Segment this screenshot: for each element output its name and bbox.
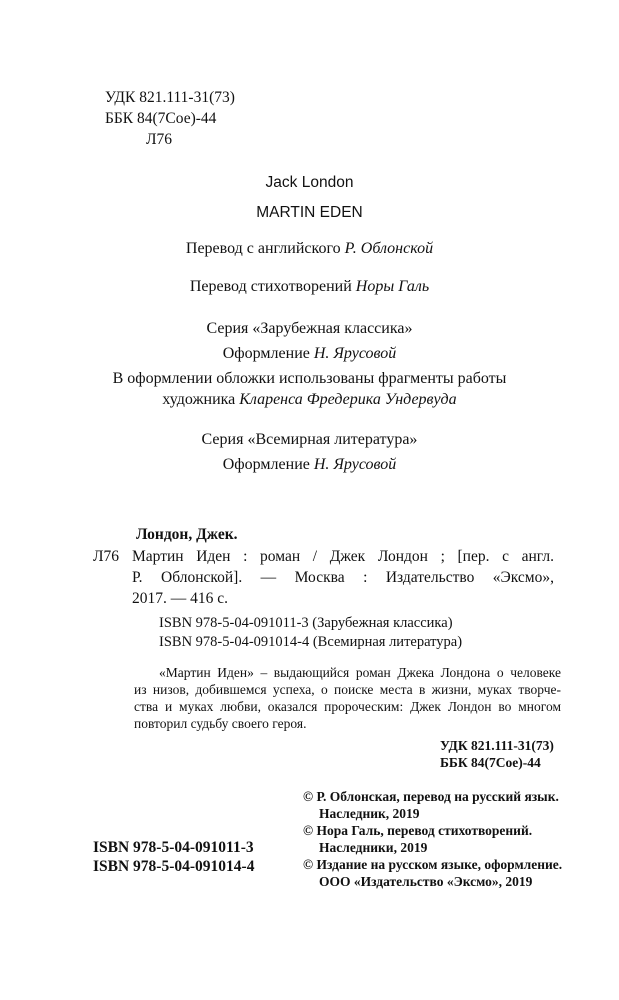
annotation-line1: «Мартин Иден» – выдающийся роман Джека Лондона о человеке bbox=[159, 665, 561, 680]
design2-name: Н. Ярусовой bbox=[313, 456, 397, 473]
copyright-line4: Наследники, 2019 bbox=[319, 840, 428, 855]
catalog-heading: Лондон, Джек. bbox=[136, 526, 238, 543]
copyright-line5: © Издание на русском языке, оформление. bbox=[303, 857, 563, 872]
cover-artist-name: Кларенса Фредерика Ундервуда bbox=[239, 391, 457, 408]
translation-label: Перевод с английского bbox=[185, 240, 341, 257]
cover-artist-label: художника bbox=[162, 391, 236, 408]
isbn-bottom-2: ISBN 978-5-04-091014-4 bbox=[93, 858, 255, 875]
catalog-line3: 2017. — 416 с. bbox=[132, 590, 229, 607]
annotation-udk: УДК 821.111-31(73) bbox=[440, 738, 554, 753]
catalog-mark: Л76 bbox=[93, 548, 120, 565]
bbk-code: ББК 84(7Сое)-44 bbox=[105, 110, 217, 127]
catalog-line2: Р. Облонской]. — Москва : Издательство «Эксмо», bbox=[132, 569, 554, 586]
annotation-bbk: ББК 84(7Сое)-44 bbox=[440, 755, 541, 770]
translation-credit bbox=[0, 238, 619, 259]
udk-code: УДК 821.111-31(73) bbox=[105, 89, 235, 106]
annotation-line3: ства и муках любви, оказался пророческим: Джек Лондон во многом bbox=[134, 699, 561, 714]
copyright-line6: ООО «Издательство «Эксмо», 2019 bbox=[319, 874, 533, 889]
series-2: Серия «Всемирная литература» bbox=[201, 431, 418, 448]
copyright-line1: © Р. Облонская, перевод на русский язык. bbox=[303, 789, 559, 804]
poems-credit bbox=[0, 276, 619, 297]
copyright-line3: © Нора Галь, перевод стихотворений. bbox=[303, 823, 533, 838]
design1-name: Н. Ярусовой bbox=[313, 345, 397, 362]
author-mark: Л76 bbox=[146, 131, 173, 148]
isbn-bottom-1: ISBN 978-5-04-091011-3 bbox=[93, 839, 254, 856]
catalog-isbn-1: ISBN 978-5-04-091011-3 (Зарубежная классика) bbox=[159, 615, 453, 631]
design-credit-1 bbox=[0, 343, 619, 364]
annotation-line2: из низов, добившемся успеха, о поиске места в жизни, муках творче- bbox=[134, 682, 561, 697]
design1-label: Оформление bbox=[222, 345, 310, 362]
catalog-line1: Мартин Иден : роман / Джек Лондон ; [пер. с англ. bbox=[132, 548, 554, 565]
author-en: Jack London bbox=[265, 174, 354, 191]
design2-label: Оформление bbox=[222, 456, 310, 473]
series-1: Серия «Зарубежная классика» bbox=[206, 320, 413, 337]
poems-label: Перевод стихотворений bbox=[189, 278, 352, 295]
translator-name: Р. Облонской bbox=[344, 240, 434, 257]
annotation-line4: повторил судьбу своего героя. bbox=[134, 716, 307, 731]
cover-note-line2 bbox=[0, 389, 619, 410]
design-credit-2 bbox=[0, 454, 619, 475]
poems-translator-name: Норы Галь bbox=[355, 278, 430, 295]
cover-note-line1: В оформлении обложки использованы фрагменты работы bbox=[112, 370, 507, 387]
catalog-isbn-2: ISBN 978-5-04-091014-4 (Всемирная литература) bbox=[159, 634, 463, 650]
copyright-line2: Наследник, 2019 bbox=[319, 806, 420, 821]
title-en: MARTIN EDEN bbox=[256, 204, 363, 221]
